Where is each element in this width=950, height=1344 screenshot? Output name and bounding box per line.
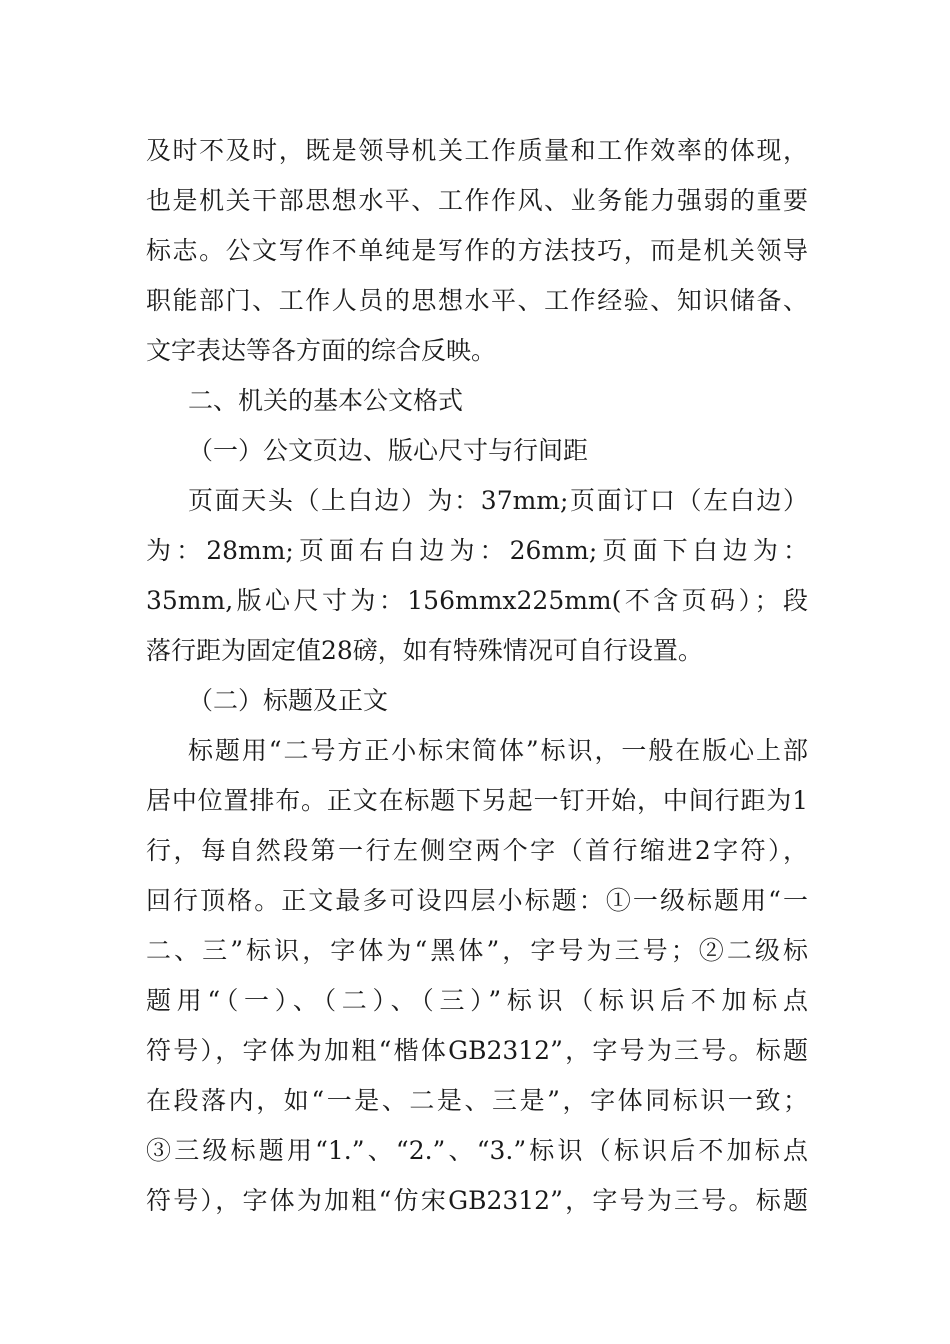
text-line: 题用“（一）、（二）、（三）”标识（标识后不加标点 [146,986,808,1015]
text-line: ③三级标题用“1.”、“2.”、“3.”标识（标识后不加标点 [146,1136,808,1165]
text-line: 回行顶格。正文最多可设四层小标题：①一级标题用“一 [146,886,808,915]
text-line: 居中位置排布。正文在标题下另起一钉开始，中间行距为1 [146,786,808,815]
text-line: 落行距为固定值28磅，如有特殊情况可自行设置。 [146,636,703,665]
section-heading: 二、机关的基本公文格式 [188,386,464,415]
text-line: 为：28mm;页面右白边为：26mm;页面下白边为： [146,536,808,565]
subsection-heading: （一）公文页边、版心尺寸与行间距 [188,436,589,465]
subsection-heading: （二）标题及正文 [188,686,389,715]
text-line: 职能部门、工作人员的思想水平、工作经验、知识储备、 [146,286,808,315]
text-line: 页面天头（上白边）为：37mm;页面订口（左白边） [188,486,808,515]
text-line: 35mm,版心尺寸为：156mmx225mm(不含页码）；段 [146,586,808,615]
text-line: 文字表达等各方面的综合反映。 [146,336,497,365]
text-line: 标题用“二号方正小标宋简体”标识，一般在版心上部 [188,736,808,765]
text-line: 及时不及时，既是领导机关工作质量和工作效率的体现， [146,136,808,165]
text-line: 也是机关干部思想水平、工作作风、业务能力强弱的重要 [146,186,808,215]
text-line: 行，每自然段第一行左侧空两个字（首行缩进2字符）， [146,836,808,865]
text-line: 符号），字体为加粗“仿宋GB2312”，字号为三号。标题 [146,1186,808,1215]
text-line: 在段落内，如“一是、二是、三是”，字体同标识一致； [146,1086,808,1115]
text-line: 二、三”标识，字体为“黑体”，字号为三号；②二级标 [146,936,808,965]
text-line: 标志。公文写作不单纯是写作的方法技巧，而是机关领导 [146,236,808,265]
text-line: 符号），字体为加粗“楷体GB2312”，字号为三号。标题 [146,1036,808,1065]
